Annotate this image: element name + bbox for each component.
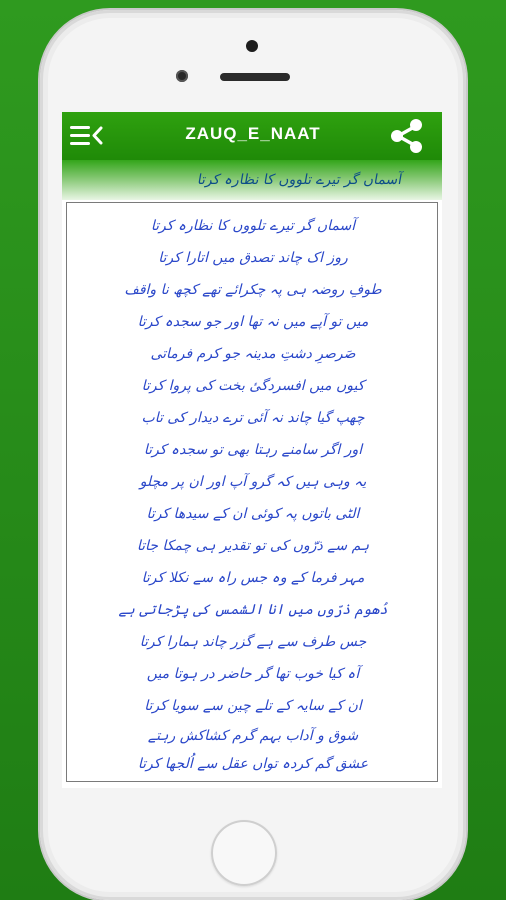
home-button[interactable] xyxy=(211,820,277,886)
verse-line: ہم سے ذرّوں کی تو تقدیر ہی چمکا جاتا xyxy=(136,538,370,554)
verse-line: دُھوم ذرّوں میں انا الشمس کی پڑجاتی ہے xyxy=(118,602,388,618)
front-sensor xyxy=(246,40,258,52)
verse-line: عشق گم کردہ تواں عقل سے اُلجھا کرتا xyxy=(137,756,369,772)
poem-title-bar xyxy=(62,160,442,200)
verse-line: روز اک چاند تصدق میں اتارا کرتا xyxy=(158,250,348,266)
verse-line: ان کے سایہ کے تلے چین سے سویا کرتا xyxy=(144,698,362,714)
verse-line: آسماں گر تیرے تلووں کا نظارہ کرتا xyxy=(150,218,356,234)
share-icon[interactable] xyxy=(386,118,426,154)
verse-line: الٹی باتوں پہ کوئی ان کے سیدھا کرتا xyxy=(146,506,360,522)
verse-line: کیوں میں افسردگیٔ بخت کی پروا کرتا xyxy=(141,378,365,394)
app-title: ZAUQ_E_NAAT xyxy=(185,124,321,143)
poem-panel[interactable] xyxy=(66,202,438,782)
verse-line: اور اگر سامنے رہتا بھی تو سجدہ کرتا xyxy=(143,442,363,458)
verse-line: طوفِ روضہ ہی پہ چکرائے تھے کچھ نا واقف xyxy=(124,282,382,298)
verse-line: آہ کیا خوب تھا گر حاضر در ہوتا میں xyxy=(146,666,360,682)
verse-line: مہر فرما کے وہ جس راہ سے نکلا کرتا xyxy=(141,570,365,586)
verse-line: یہ وہی ہیں کہ گرو آپ اور ان پر مچلو xyxy=(139,474,367,490)
earpiece-speaker xyxy=(220,73,290,81)
front-camera xyxy=(176,70,188,82)
poem-title: آسماں گر تیرے تلووں کا نظارہ کرتا xyxy=(196,172,404,188)
verse-line: شوق و آداب بہم گرم کشاکش رہتے xyxy=(147,728,359,744)
verse-line: صَرصرِ دشتِ مدینہ جو کرم فرماتی xyxy=(150,346,356,362)
menu-back-icon[interactable] xyxy=(68,120,108,152)
verse-line: میں تو آپے میں نہ تھا اور جو سجدہ کرتا xyxy=(137,314,369,330)
app-screen xyxy=(62,112,442,788)
verse-line: جس طرف سے ہے گزر چاند ہمارا کرتا xyxy=(139,634,367,650)
verse-line: چھپ گیا چاند نہ آئی ترے دیدار کی تاب xyxy=(141,410,365,426)
app-bar xyxy=(62,112,442,160)
